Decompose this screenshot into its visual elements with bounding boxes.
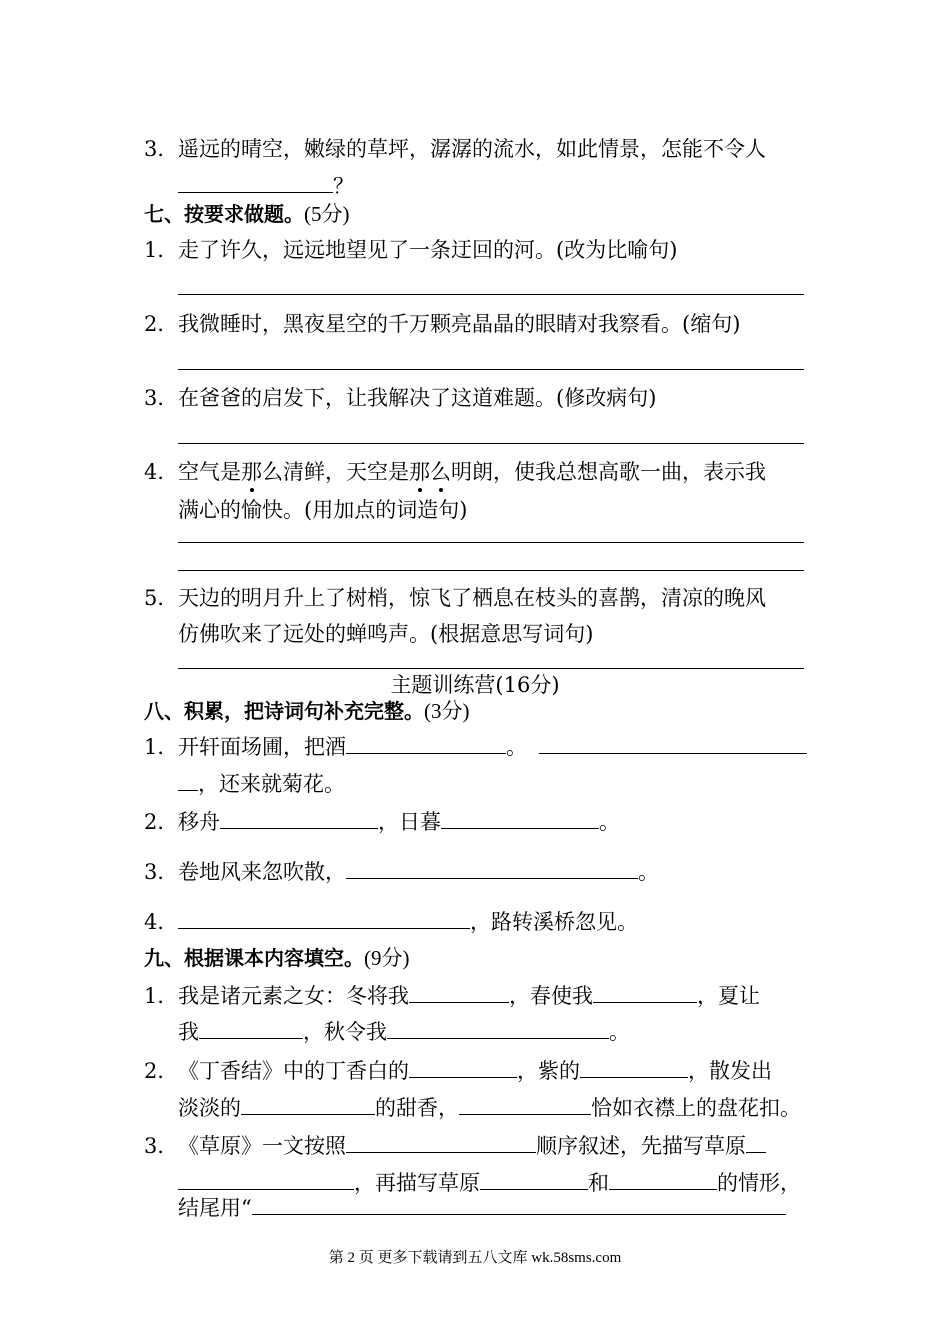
- section-7-heading: [144, 200, 350, 228]
- answer-blank[interactable]: [480, 1169, 588, 1190]
- answer-blank[interactable]: [409, 982, 509, 1003]
- q6-3-number: 3．: [144, 137, 179, 161]
- q6-3-text: 遥远的晴空，嫩绿的草坪，潺潺的流水，如此情景，怎能不令人: [178, 137, 766, 161]
- q6-3-tail: ？: [333, 174, 354, 198]
- section-8-heading: [144, 697, 470, 725]
- q8-1-text: [178, 733, 807, 761]
- q7-3-text: 在爸爸的启发下，让我解决了这道难题。(修改病句): [178, 386, 657, 410]
- q8-1-part-c: ，还来就菊花。: [198, 772, 345, 796]
- q8-2-part-a: 移舟: [178, 810, 220, 834]
- q9-2-number: 2．: [144, 1059, 179, 1083]
- q8-3-number: 3．: [144, 860, 179, 884]
- dotted-char: 那: [409, 460, 430, 484]
- answer-line[interactable]: [178, 668, 804, 669]
- q9-1-part-b: ，春使我: [509, 984, 593, 1008]
- answer-blank[interactable]: [580, 1057, 688, 1078]
- q9-1-part-f: 。: [609, 1020, 630, 1044]
- q8-4-part-b: ，路转溪桥忽见。: [470, 910, 638, 934]
- answer-line[interactable]: [178, 570, 804, 571]
- answer-blank[interactable]: [387, 1018, 609, 1039]
- q7-5-line2: 仿佛吹来了远处的蝉鸣声。(根据意思写词句): [178, 622, 594, 646]
- section-9-heading: [144, 944, 410, 972]
- q8-3-part-a: 卷地风来忽吹散，: [178, 860, 346, 884]
- section-7-title: 七、按要求做题。: [144, 202, 304, 226]
- q9-2-part-f: 恰如衣襟上的盘花扣。: [591, 1096, 801, 1120]
- q7-4-part-b: 么清鲜，天空是: [262, 460, 409, 484]
- section-8-title: 八、积累，把诗词句补充完整。: [144, 699, 424, 723]
- dotted-char: 么: [430, 460, 451, 484]
- q8-2-text: [178, 808, 620, 836]
- q8-1-line2: [178, 770, 345, 798]
- q9-2-part-c: ，散发出: [688, 1059, 772, 1083]
- answer-blank[interactable]: [746, 1132, 766, 1153]
- q9-2-part-a: 《丁香结》中的丁香白的: [178, 1059, 409, 1083]
- q9-2-part-b: ，紫的: [517, 1059, 580, 1083]
- answer-blank[interactable]: [241, 1094, 375, 1115]
- q9-2-line2: [178, 1094, 801, 1122]
- q8-1-part-a: 开轩面场圃，把酒: [178, 735, 346, 759]
- section-9-points: (9分): [364, 946, 410, 970]
- q8-2-part-c: 。: [599, 810, 620, 834]
- q7-4-line2: 满心的愉快。(用加点的词造句): [178, 498, 468, 522]
- answer-blank[interactable]: [178, 1169, 354, 1190]
- dotted-char: 那: [241, 460, 262, 484]
- q9-1-part-a: 我是诸元素之女：冬将我: [178, 984, 409, 1008]
- q9-1-part-d: 我: [178, 1020, 199, 1044]
- q9-3-part-f: 结尾用“: [178, 1196, 252, 1220]
- q9-3-part-a: 《草原》一文按照: [178, 1134, 346, 1158]
- q8-1-number: 1．: [144, 735, 179, 759]
- q9-1-number: 1．: [144, 984, 179, 1008]
- answer-blank[interactable]: [441, 808, 599, 829]
- q9-3-part-c: ，再描写草原: [354, 1171, 480, 1195]
- q7-4-part-c: 明朗，使我总想高歌一曲，表示我: [451, 460, 766, 484]
- q8-2-part-b: ，日暮: [378, 810, 441, 834]
- answer-blank[interactable]: [346, 733, 506, 754]
- q9-3-part-d: 和: [588, 1171, 609, 1195]
- answer-blank[interactable]: [199, 1018, 303, 1039]
- answer-blank[interactable]: [409, 1057, 517, 1078]
- q8-2-number: 2．: [144, 810, 179, 834]
- q9-1-text: [178, 982, 760, 1010]
- q9-3-text: [178, 1132, 766, 1160]
- answer-blank[interactable]: [539, 733, 807, 754]
- answer-blank[interactable]: [346, 858, 638, 879]
- q9-3-line2: [178, 1169, 801, 1197]
- q9-2-part-d: 淡淡的: [178, 1096, 241, 1120]
- answer-line[interactable]: [178, 542, 804, 543]
- q8-3-text: [178, 858, 659, 886]
- answer-blank[interactable]: [346, 1132, 536, 1153]
- q8-4-text: [178, 908, 638, 936]
- answer-line[interactable]: [178, 443, 804, 444]
- answer-blank[interactable]: [593, 982, 697, 1003]
- q9-3-part-e: 的情形，: [717, 1171, 801, 1195]
- q7-2-text: 我微睡时，黑夜星空的千万颗亮晶晶的眼睛对我察看。(缩句): [178, 312, 741, 336]
- q9-3-number: 3．: [144, 1134, 179, 1158]
- q9-1-part-c: ，夏让: [697, 984, 760, 1008]
- answer-line[interactable]: [178, 369, 804, 370]
- q9-3-line3: [178, 1194, 786, 1222]
- q7-1-text: 走了许久，远远地望见了一条迂回的河。(改为比喻句): [178, 238, 678, 262]
- answer-blank[interactable]: [220, 808, 378, 829]
- answer-blank[interactable]: [178, 770, 198, 791]
- q8-1-part-b: 。: [506, 735, 527, 759]
- q7-1-number: 1．: [144, 238, 179, 262]
- theme-heading: 主题训练营(16分): [390, 673, 560, 697]
- q9-2-text: [178, 1057, 772, 1085]
- answer-blank[interactable]: [178, 172, 333, 193]
- q9-3-part-b: 顺序叙述，先描写草原: [536, 1134, 746, 1158]
- section-9-title: 九、根据课本内容填空。: [144, 946, 364, 970]
- q7-5-text: 天边的明月升上了树梢，惊飞了栖息在枝头的喜鹊，清凉的晚风: [178, 586, 766, 610]
- q9-1-part-e: ，秋令我: [303, 1020, 387, 1044]
- answer-blank[interactable]: [178, 908, 470, 929]
- q7-4-number: 4．: [144, 460, 179, 484]
- answer-blank[interactable]: [459, 1094, 591, 1115]
- q7-3-number: 3．: [144, 386, 179, 410]
- q7-4-text: [178, 458, 766, 486]
- page-footer: 第 2 页 更多下载请到五八文库 wk.58sms.com: [328, 1250, 622, 1266]
- q6-3-line2: [178, 172, 354, 200]
- answer-blank[interactable]: [609, 1169, 717, 1190]
- q7-5-number: 5．: [144, 586, 179, 610]
- answer-blank[interactable]: [252, 1194, 786, 1215]
- section-7-points: (5分): [304, 202, 350, 226]
- q9-1-line2: [178, 1018, 630, 1046]
- q9-2-part-e: 的甜香，: [375, 1096, 459, 1120]
- answer-line[interactable]: [178, 294, 804, 295]
- q8-3-part-b: 。: [638, 860, 659, 884]
- q7-4-part-a: 空气是: [178, 460, 241, 484]
- section-8-points: (3分): [424, 699, 470, 723]
- q8-4-number: 4．: [144, 910, 179, 934]
- q7-2-number: 2．: [144, 312, 179, 336]
